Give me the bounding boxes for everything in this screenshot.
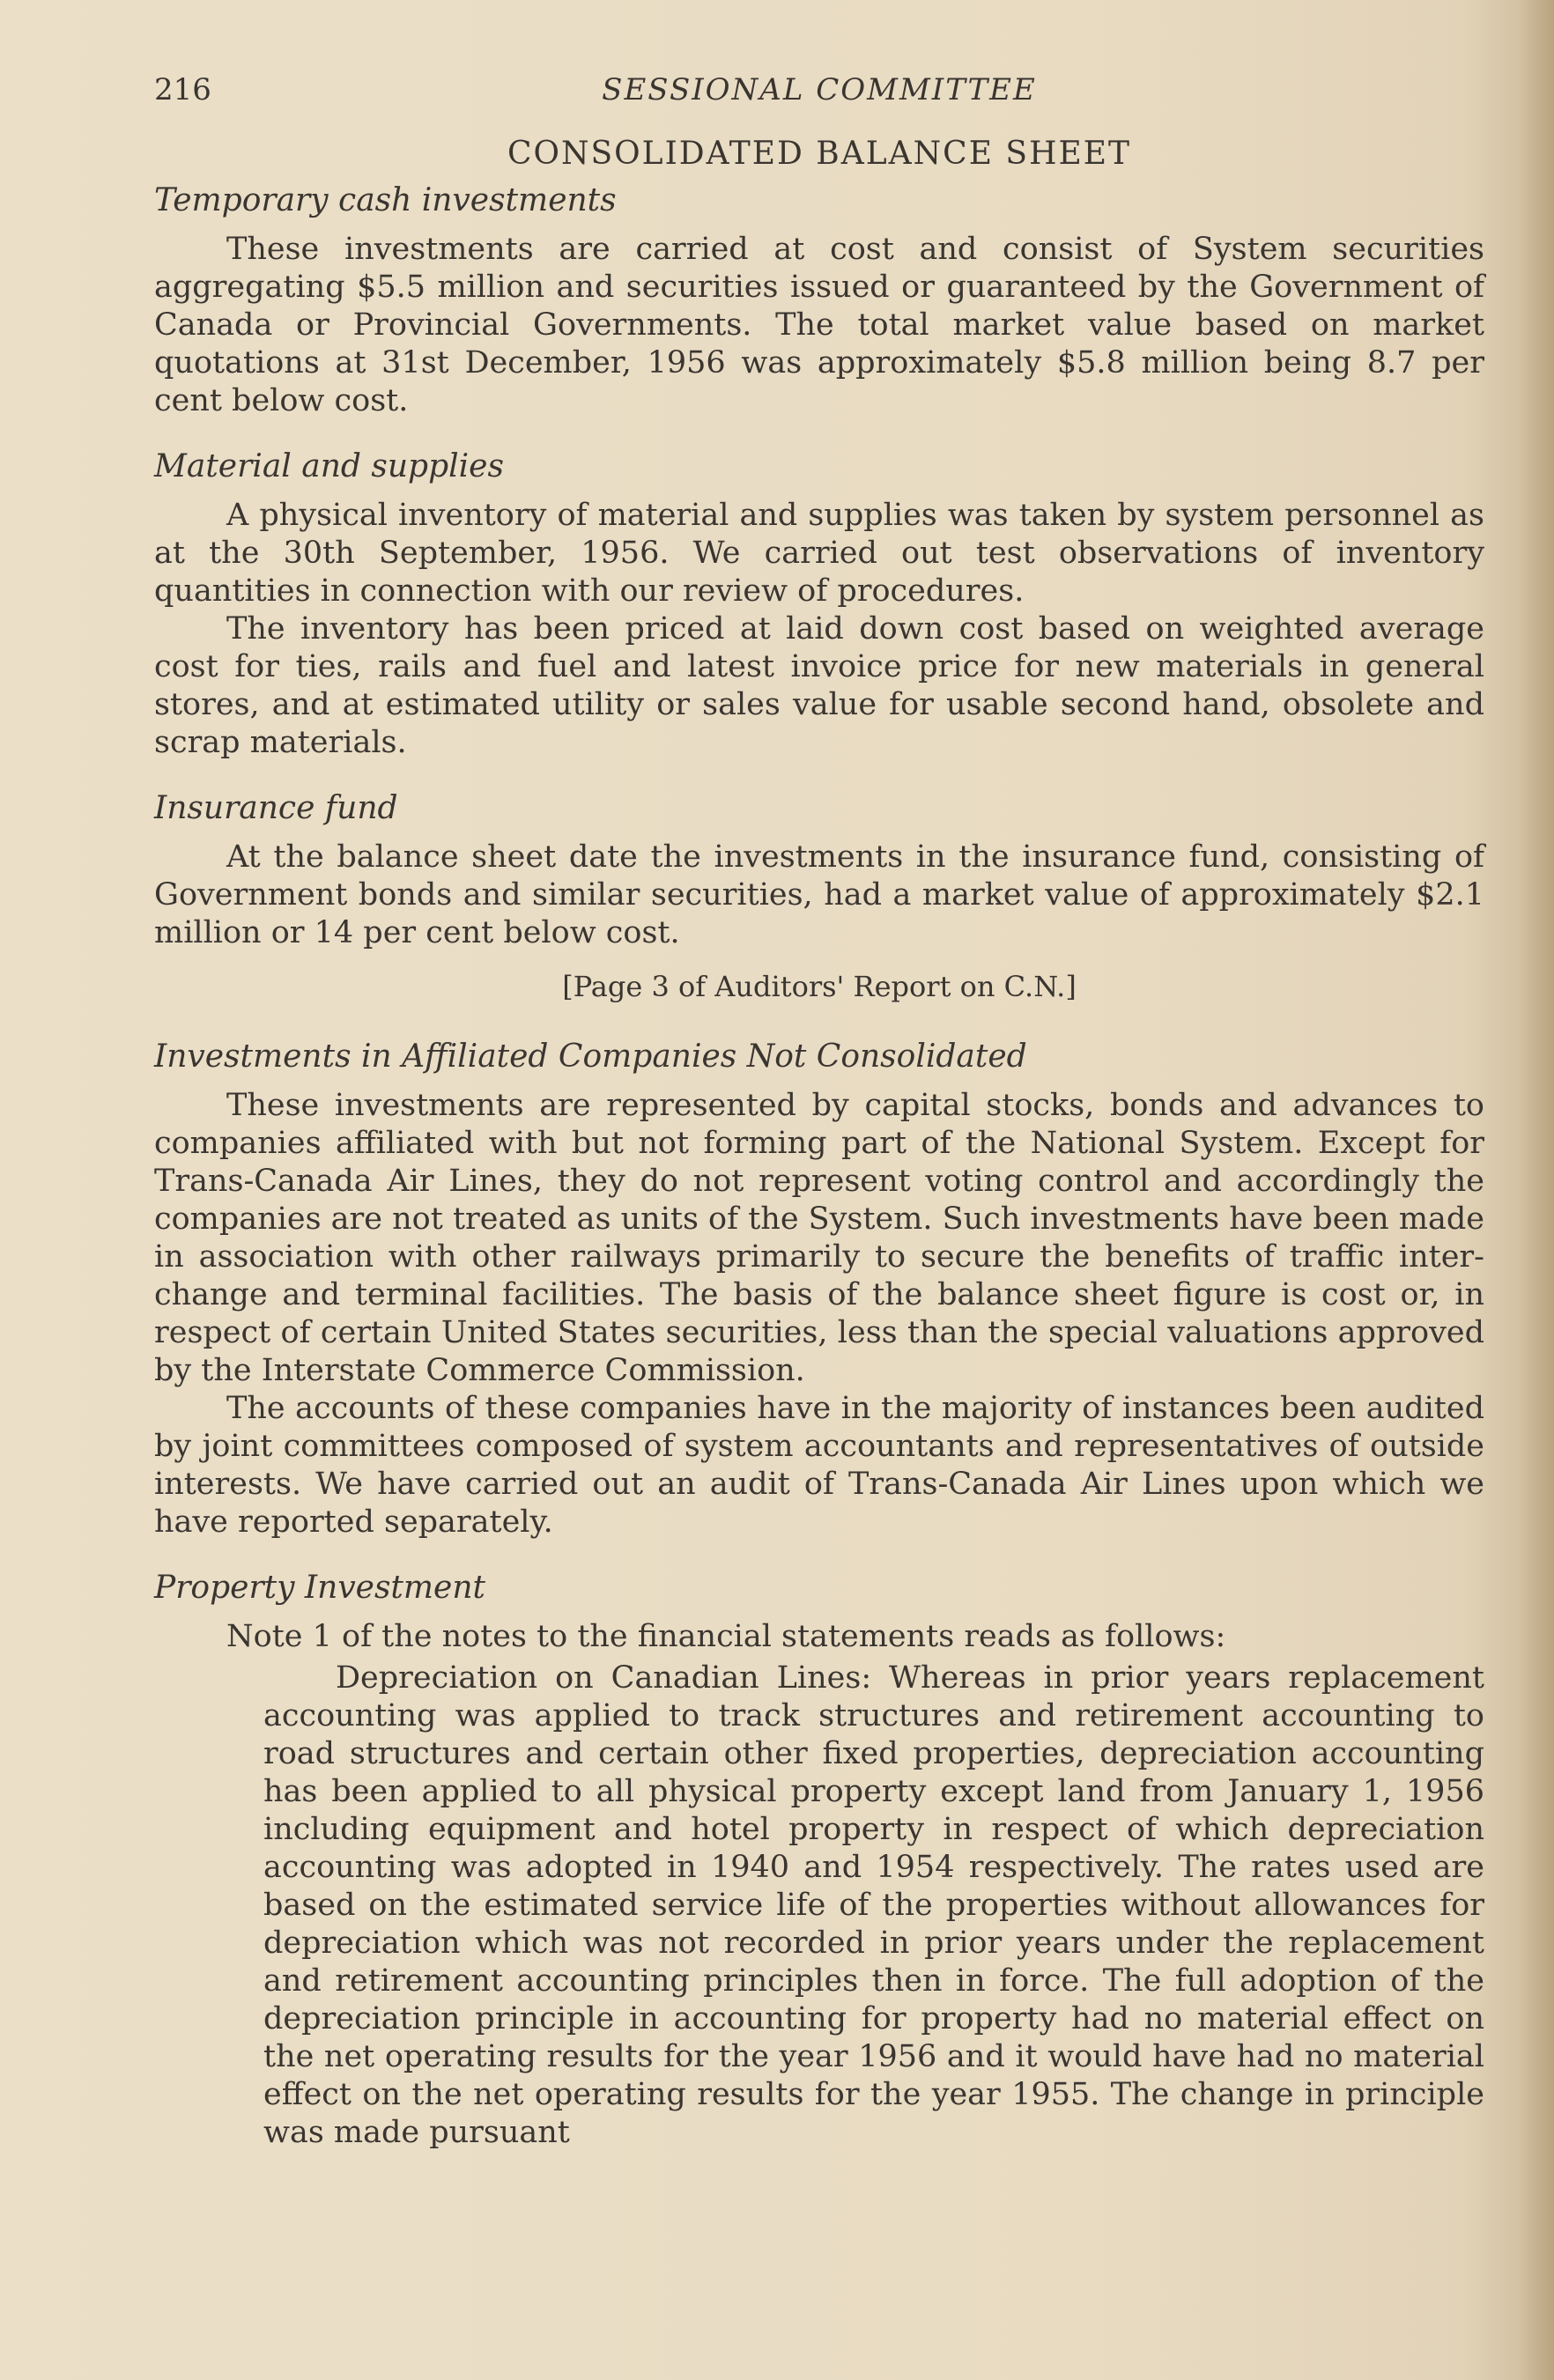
quoted-note: Depreciation on Canadian Lines: Whereas in prior years replacement accounting was applied to track structures and retirement accounting to road structures and certain other fixed properties, depreciation accounting has been applied to all physical property except land from January 1, 1956 including equipment and hotel property in respect of which depreciation accounting was adopted in 1940 and 1954 respectively. The rates used are based on the estimated service life of the properties without allowances for depreciation which was not recorded in prior years under the replacement and retirement accounting principles then in force. The full adoption of the depreciation principle in accounting for property had no material effect on the net operating results for the year 1956 and it would have had no material effect on the net operating results for the year 1955. The change in principle was made pursuant: [263, 1660, 1484, 2150]
section-heading: Temporary cash investments: [154, 182, 617, 218]
paragraph: These investments are carried at cost and consist of System securities aggregating $5.5 million and securities issued or guaranteed by the Government of Canada or Provincial Governments. The total market value based on market quotations at 31st December, 1956 was approximately $5.8 million being 8.7 per cent below cost.: [154, 232, 1484, 418]
page-number: 216: [154, 72, 211, 107]
section-heading: Material and supplies: [154, 448, 504, 484]
running-header: [154, 72, 1484, 125]
paragraph: The inventory has been priced at laid down cost based on weighted average cost for ties, rails and fuel and latest invoice price for new materials in general stores, and at estimated utility or sales value for usable second hand, obsolete and scrap materials.: [154, 611, 1484, 760]
section-property-investment: [154, 1570, 1484, 2152]
section-temporary-cash-investments: [154, 182, 1484, 420]
paragraph: At the balance sheet date the investments in the insurance fund, consisting of Government bonds and similar securities, had a market value of approximately $2.1 million or 14 per cent below cost.: [154, 839, 1484, 950]
page-reference: [Page 3 of Auditors' Report on C.N.]: [562, 970, 1077, 1003]
section-investments-affiliated: [154, 1038, 1484, 1541]
paragraph: A physical inventory of material and supplies was taken by system personnel as at the 30th September, 1956. We carried out test observations of inventory quantities in connection with our review of procedures.: [154, 498, 1484, 609]
note-intro: Note 1 of the notes to the financial statements reads as follows:: [226, 1619, 1226, 1654]
section-insurance-fund: [154, 790, 1484, 952]
paragraph: These investments are represented by capital stocks, bonds and advances to companies affiliated with but not forming part of the National System. Except for Trans-Canada Air Lines, they do not represent voting control and accordingly the companies are not treated as units of the System. Such investments have been made in association with other railways primarily to secure the benefits of traffic inter-change and terminal facilities. The basis of the balance sheet figure is cost or, in respect of certain United States securities, less than the special valuations approved by the Interstate Commerce Commission.: [154, 1088, 1484, 1388]
section-heading: Investments in Affiliated Companies Not Consolidated: [154, 1038, 1027, 1075]
paragraph: The accounts of these companies have in the majority of instances been audited by joint committees composed of system accountants and representatives of outside interests. We have carried out an audit of Trans-Canada Air Lines upon which we have reported separately.: [154, 1391, 1484, 1540]
section-heading: Property Investment: [154, 1570, 485, 1606]
document-title: CONSOLIDATED BALANCE SHEET: [507, 136, 1132, 172]
section-material-and-supplies: [154, 448, 1484, 762]
section-heading: Insurance fund: [154, 790, 398, 826]
running-title: SESSIONAL COMMITTEE: [602, 72, 1037, 107]
page-edge-shadow: [1519, 0, 1554, 2380]
document-page: [154, 72, 1484, 2180]
